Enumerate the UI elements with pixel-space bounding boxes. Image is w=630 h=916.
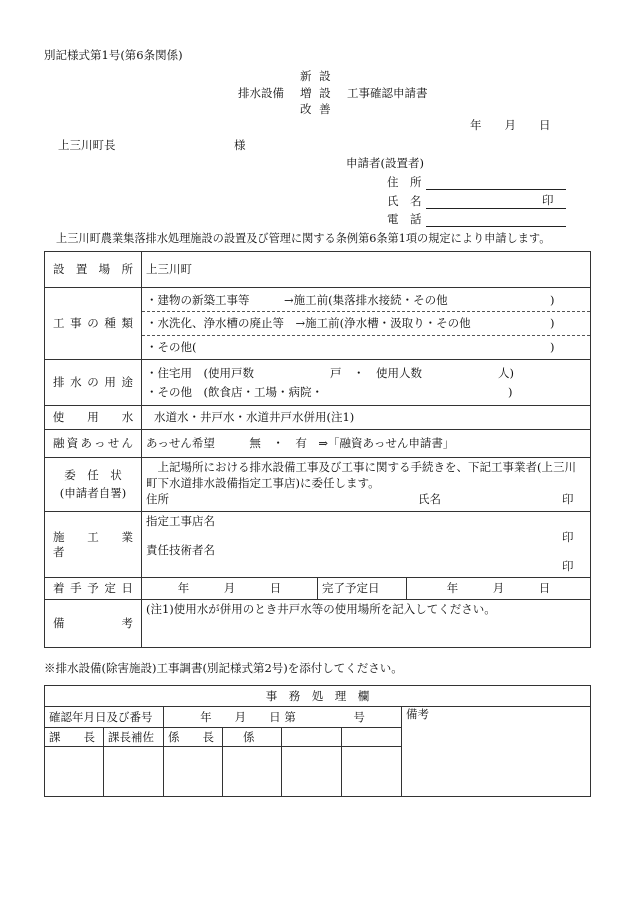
remarks-field[interactable]: [142, 600, 591, 648]
end-date-cell: [318, 578, 591, 600]
end-date-field[interactable]: [407, 578, 590, 599]
work-type-flush-close: ): [550, 315, 555, 330]
addressee: 上三川町長: [58, 138, 116, 152]
delegation-address: 住所: [146, 492, 169, 507]
usage-label: 排 水 の 用 途: [45, 360, 142, 406]
contractor-label: 施 工 業 者: [45, 512, 142, 578]
header-deputy-chief: 課長補佐: [104, 728, 164, 747]
loan-value: あっせん希望 無 ・ 有 ⇒「融資あっせん申請書」: [146, 436, 455, 451]
start-date-field[interactable]: [142, 578, 318, 600]
contractor-shop-label: 指定工事店名: [146, 514, 215, 528]
remarks-label: 備 考: [45, 600, 142, 648]
name-field[interactable]: [426, 208, 566, 209]
attachment-note: ※排水設備(除害施設)工事調書(別記様式第2号)を添付してください。: [44, 661, 403, 675]
work-type-options: [142, 288, 591, 360]
delegation-sub-label: (申請者自署): [59, 485, 127, 500]
contractor-engineer-label: 責任技術者名: [146, 543, 215, 557]
address-label: 住 所: [387, 175, 422, 189]
title-option-expand: 増 設: [300, 86, 333, 100]
work-type-new: ・建物の新築工事等 →施工前(集落排水接続・その他: [146, 292, 448, 307]
usage-residential: ・住宅用 (使用戸数: [146, 365, 254, 380]
location-field[interactable]: [142, 252, 591, 288]
location-label: 設 置 場 所: [45, 252, 142, 288]
office-title: 事 務 処 理 欄: [45, 686, 591, 707]
work-type-other: ・その他(: [146, 339, 197, 354]
contractor-field[interactable]: [142, 512, 591, 578]
delegation-seal: 印: [562, 492, 574, 507]
water-field[interactable]: [142, 406, 591, 430]
phone-label: 電 話: [387, 212, 422, 226]
usage-other-close: ): [508, 384, 513, 399]
name-label: 氏 名: [387, 194, 422, 208]
end-date-label: 完了予定日: [318, 578, 407, 599]
usage-households: 戸 ・ 使用人数: [330, 365, 422, 380]
work-type-flush: ・水洗化、浄水槽の廃止等 →施工前(浄水槽・汲取り・その他: [146, 315, 471, 330]
form-id: 別記様式第1号(第6条関係): [44, 48, 183, 62]
title-option-improve: 改 善: [300, 102, 333, 116]
work-type-row-flush[interactable]: [142, 311, 590, 335]
end-date-blank: 年 月 日: [446, 581, 551, 595]
confirm-label: 確認年月日及び番号: [45, 707, 164, 728]
stamp-blank-2[interactable]: [342, 747, 402, 797]
work-type-new-close: ): [550, 292, 555, 307]
remarks-value: (注1)使用水が併用のとき井戸水等の使用場所を記入してください。: [146, 602, 496, 616]
address-field[interactable]: [426, 189, 566, 190]
stamp-staff[interactable]: [223, 747, 282, 797]
contractor-engineer-seal: 印: [562, 559, 574, 573]
office-remarks-label: 備考: [406, 707, 429, 721]
delegation-label-cell: [45, 458, 142, 512]
stamp-unit-chief[interactable]: [164, 747, 223, 797]
work-type-row-new[interactable]: [142, 289, 590, 311]
water-value: 水道水・井戸水・水道井戸水併用(注1): [154, 410, 355, 425]
loan-field[interactable]: [142, 430, 591, 458]
stamp-deputy-chief[interactable]: [104, 747, 164, 797]
confirm-value: 年 月 日 第 号: [200, 709, 365, 724]
location-value: 上三川町: [146, 262, 192, 277]
application-form-table: [44, 251, 591, 648]
applicant-seal: 印: [542, 193, 554, 207]
work-type-label: 工 事 の 種 類: [45, 288, 142, 360]
header-section-chief: 課 長: [45, 728, 104, 747]
stamp-blank-1[interactable]: [282, 747, 342, 797]
stamp-section-chief[interactable]: [45, 747, 104, 797]
office-remarks[interactable]: [402, 707, 591, 797]
water-label: 使 用 水: [45, 406, 142, 430]
work-type-other-close: ): [550, 339, 555, 354]
start-date-label: 着 手 予 定 日: [45, 578, 142, 600]
loan-label: 融資あっせん: [45, 430, 142, 458]
header-staff: 係: [223, 728, 282, 747]
date-line: 年 月 日: [470, 118, 551, 132]
delegation-name: 氏名: [418, 492, 441, 507]
confirm-field[interactable]: [164, 707, 402, 728]
delegation-label: 委 任 状: [64, 468, 122, 483]
work-type-row-other[interactable]: [142, 335, 590, 359]
applicant-label: 申請者(設置者): [346, 156, 424, 170]
office-use-table: [44, 685, 591, 797]
statement: 上三川町農業集落排水処理施設の設置及び管理に関する条例第6条第1項の規定により申請します。: [56, 232, 551, 245]
start-date-blank: 年 月 日: [177, 581, 282, 596]
title-prefix: 排水設備: [238, 86, 284, 100]
usage-other: ・その他 (飲食店・工場・病院・: [146, 384, 323, 399]
header-unit-chief: 係 長: [164, 728, 223, 747]
header-blank-2: [342, 728, 402, 747]
header-blank-1: [282, 728, 342, 747]
phone-field[interactable]: [426, 226, 566, 227]
delegation-field[interactable]: [142, 458, 591, 512]
contractor-shop-seal: 印: [562, 530, 574, 544]
title-suffix: 工事確認申請書: [347, 86, 428, 100]
usage-persons: 人): [498, 365, 514, 380]
delegation-text: 上記場所における排水設備工事及び工事に関する手続きを、下記工事業者(上三川町下水道排水設備指定工事店)に委任します。: [146, 460, 576, 490]
title-option-new: 新 設: [300, 69, 333, 83]
usage-options[interactable]: [142, 360, 591, 406]
honorific: 様: [234, 138, 246, 152]
